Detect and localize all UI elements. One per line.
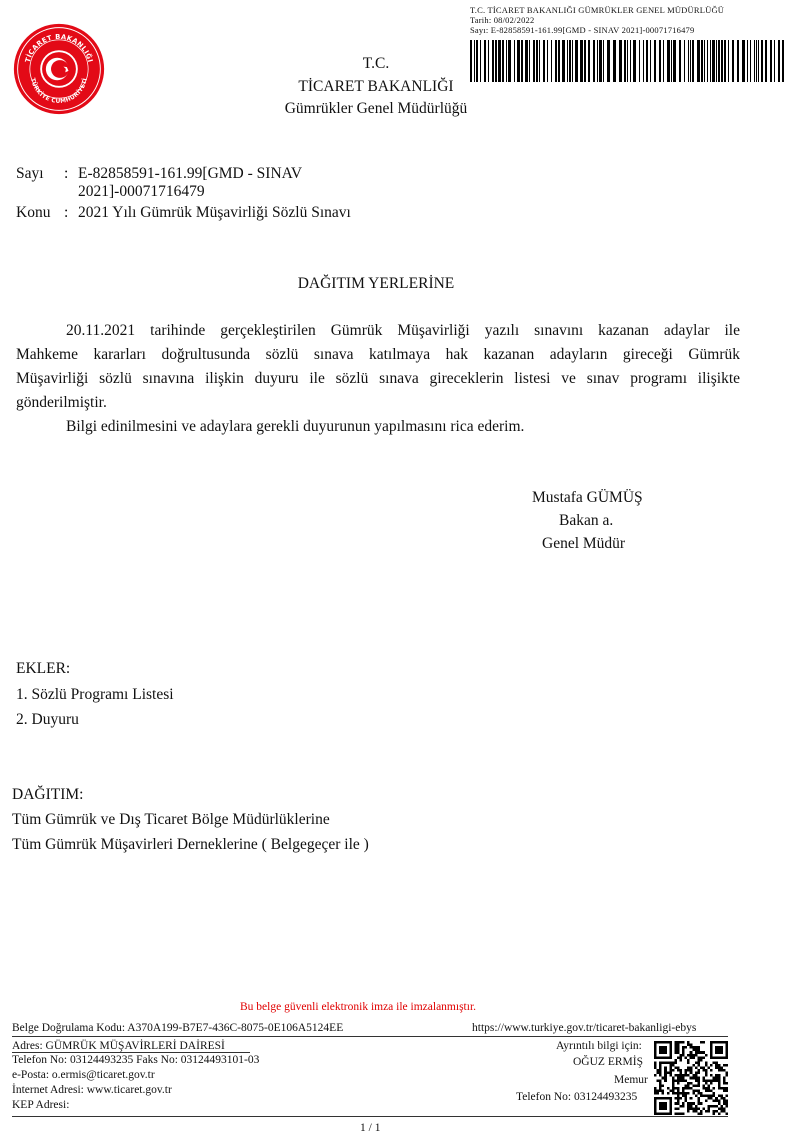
verification-code: Belge Doğrulama Kodu: A370A199-B7E7-436C-8075-0E106A5124EE [12,1022,344,1034]
body-paragraph [16,319,740,439]
doc-meta-date: Tarih: 08/02/2022 [470,15,535,25]
sayi-value-line2: 2021]-00071716479 [78,183,205,200]
ministry-seal-logo [12,22,106,116]
body-line-5: Bilgi edinilmesini ve adaylara gerekli duyurunun yapılmasını rica ederim. [66,418,525,435]
distribution-item-1: Tüm Gümrük ve Dış Ticaret Bölge Müdürlüklerine [12,811,330,828]
body-line-4: gönderilmiştir. [16,394,107,411]
body-line-1: 20.11.2021 tarihinde gerçekleştirilen Gümrük Müşavirliği yazılı sınavını kazanan adaylar ile [66,322,740,339]
page-number: 1 / 1 [360,1122,381,1134]
svg-text:TİCARET BAKANLIĞI: TİCARET BAKANLIĞI [23,32,95,64]
header-tc: T.C. [362,55,390,72]
page-bottom-divider [12,1116,728,1117]
attachment-item-1: 1. Sözlü Programı Listesi [16,686,174,703]
e-signature-note: Bu belge güvenli elektronik imza ile imzalanmıştır. [240,1001,477,1013]
contact-phone: Telefon No: 03124493235 [516,1091,638,1103]
barcode [470,40,784,82]
signer-name: Mustafa GÜMÜŞ [532,489,643,506]
body-line-2: Mahkeme kararları doğrultusunda sözlü sınava katılmaya hak kazanan adayların gireceği Gümrük [16,346,740,363]
konu-colon: : [64,204,69,221]
footer-divider [12,1036,728,1037]
qr-code [654,1041,728,1115]
distribution-item-2: Tüm Gümrük Müşavirleri Derneklerine ( Belgegeçer ile ) [12,836,369,853]
signer-title: Genel Müdür [542,535,626,552]
attachments-heading: EKLER: [16,660,71,677]
verification-url[interactable]: https://www.turkiye.gov.tr/ticaret-bakanligi-ebys [472,1022,697,1034]
attachment-item-2: 2. Duyuru [16,711,79,728]
distribution-heading: DAĞITIM: [12,786,84,803]
contact-name: OĞUZ ERMİŞ [573,1056,643,1068]
signer-on-behalf: Bakan a. [559,512,614,529]
header-ministry: TİCARET BAKANLIĞI [298,78,454,95]
footer-phone-fax: Telefon No: 03124493235 Faks No: 03124493101-03 [12,1054,260,1066]
body-line-3: Müşavirliği sözlü sınavına ilişkin duyuru ile sözlü sınava gireceklerin listesi ve sınav programı ilişikte [16,370,740,387]
info-label: Ayrıntılı bilgi için: [556,1040,642,1052]
doc-meta-line1: T.C. TİCARET BAKANLIĞI GÜMRÜKLER GENEL MÜDÜRLÜĞÜ [470,5,725,15]
header-directorate: Gümrükler Genel Müdürlüğü [284,100,468,117]
konu-label: Konu [16,204,51,221]
footer-email[interactable]: e-Posta: o.ermis@ticaret.gov.tr [12,1069,155,1081]
footer-website[interactable]: İnternet Adresi: www.ticaret.gov.tr [12,1084,172,1096]
doc-meta-number: Sayı: E-82858591-161.99[GMD - SINAV 2021]-00071716479 [470,25,695,35]
footer-address: Adres: GÜMRÜK MÜŞAVİRLERİ DAİRESİ [12,1040,225,1052]
sayi-label: Sayı [16,165,44,182]
sayi-colon: : [64,165,69,182]
addressee: DAĞITIM YERLERİNE [297,275,455,292]
address-underline [12,1052,250,1053]
footer-kep: KEP Adresi: [12,1099,70,1111]
sayi-value-line1: E-82858591-161.99[GMD - SINAV [78,165,303,182]
svg-text:TÜRKİYE CUMHURİYETİ: TÜRKİYE CUMHURİYETİ [29,77,89,105]
contact-role: Memur [614,1074,648,1086]
konu-value: 2021 Yılı Gümrük Müşavirliği Sözlü Sınavı [78,204,351,221]
